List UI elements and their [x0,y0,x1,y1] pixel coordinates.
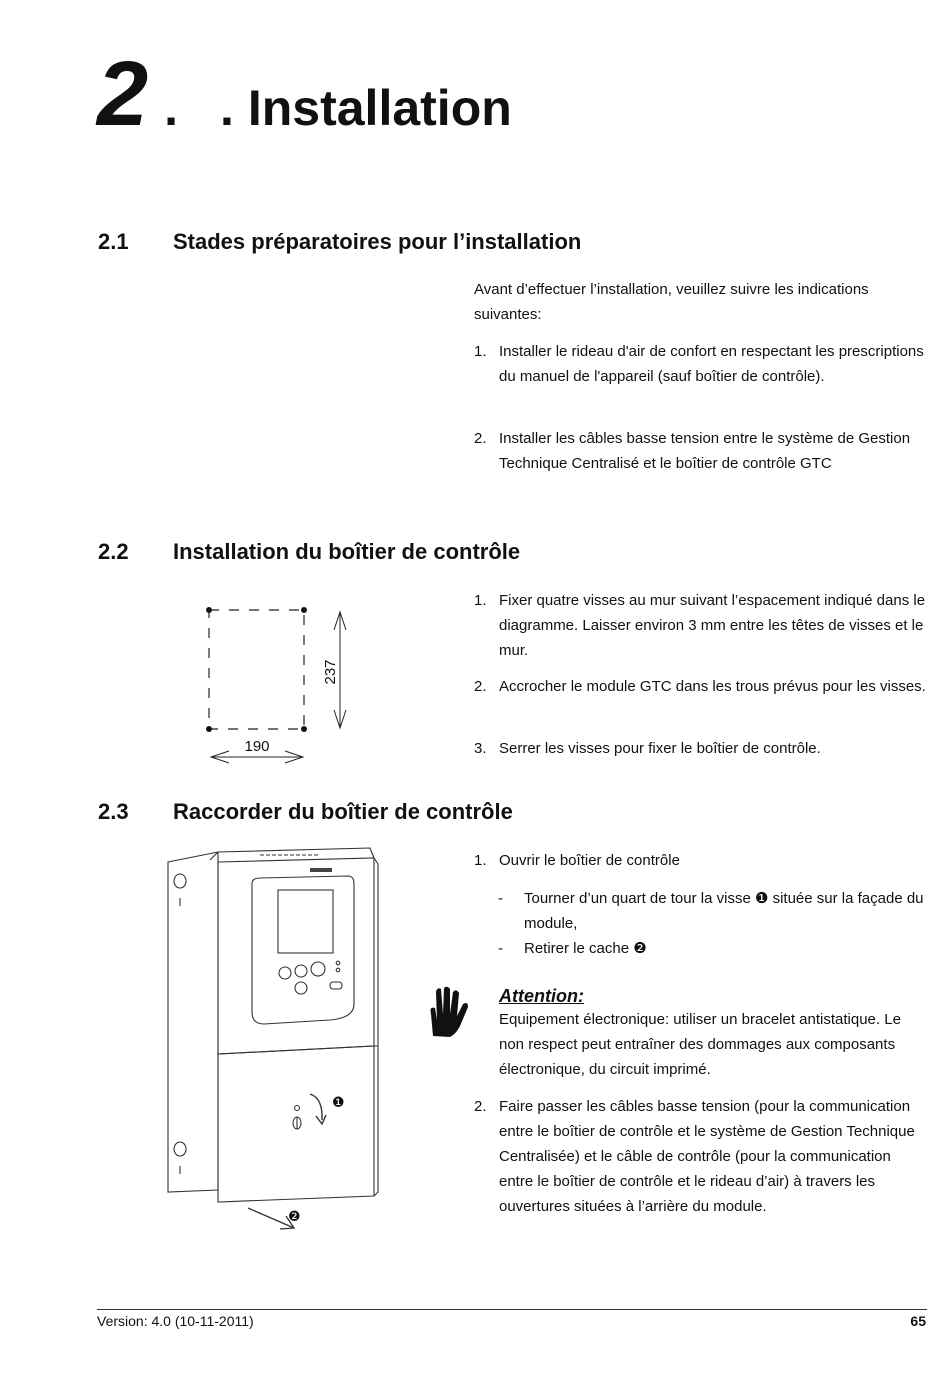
list-item [474,1094,929,1219]
list-text: Fixer quatre visses au mur suivant l’espacement indiqué dans le diagramme. Laisser environ 3 mm entre les têtes de visses et le mur. [499,592,926,659]
list-text: Retirer le cache ❷ [524,940,647,957]
screw-point [206,726,212,732]
list-item [474,339,929,389]
list-number: 1. [474,852,487,869]
list-text: Serrer les visses pour fixer le boîtier de contrôle. [499,740,821,757]
section-number: 2.3 [98,799,129,824]
control-box-illustration [160,840,390,1235]
control-button [295,965,307,977]
section-title: Installation du boîtier de contrôle [173,539,521,564]
section-title: Raccorder du boîtier de contrôle [173,799,513,824]
list-text: Installer les câbles basse tension entre le système de Gestion Technique Centralisé et le boîtier de contrôle GTC [499,430,911,472]
screw-point [301,726,307,732]
list-item [474,588,929,663]
display-frame [252,876,354,1024]
mounting-plate [168,852,218,1192]
list-text: Ouvrir le boîtier de contrôle [499,852,680,869]
sub-list-item [498,936,928,961]
list-text: Installer le rideau d'air de confort en respectant les prescriptions du manuel de l'appareil (sauf boîtier de contrôle). [499,343,924,385]
upper-cover [218,858,374,1054]
hand-warning-icon [424,986,474,1040]
screw-point [206,607,212,613]
list-item [474,848,929,873]
keyhole-icon [174,1142,186,1174]
width-dimension-label: 190 [244,738,270,755]
section-number: 2.2 [98,539,129,564]
chapter-dots: . . [164,80,248,136]
chapter-heading [97,42,512,147]
list-item [474,426,929,476]
keyhole-icon [174,874,186,906]
control-button [295,982,307,994]
section-number: 2.1 [98,229,129,254]
display-screen [278,890,333,953]
footer-divider [97,1309,927,1310]
page-number: 65 [910,1313,926,1329]
dash-marker: - [498,890,503,907]
list-number: 2. [474,1098,487,1115]
list-number: 3. [474,740,487,757]
list-text: Faire passer les câbles basse tension (pour la communication entre le boîtier de contrôle et le système de Gestion Technique Centralisée) et le câble de contrôle (pour la communication entre le boîtier de contrôle et le rideau d’air) à travers les ouvertures situées à l’arrière du module. [499,1098,915,1215]
list-text: Accrocher le module GTC dans les trous prévus pour les visses. [499,678,926,695]
section-2-3-heading [98,799,513,825]
mounting-diagram [195,600,365,770]
control-button [311,962,325,976]
list-item [474,736,929,761]
list-number: 1. [474,592,487,609]
section-title: Stades préparatoires pour l’installation [173,229,582,254]
callout-1: ❶ [332,1094,345,1110]
attention-text: Equipement électronique: utiliser un bracelet antistatique. Le non respect peut entraîner des dommages aux composants électronique, du circuit imprimé. [499,1011,901,1078]
callout-2: ❷ [288,1208,301,1224]
screw-point [301,607,307,613]
footer-version: Version: 4.0 (10-11-2011) [97,1313,254,1329]
screw-icon [295,1106,300,1111]
height-dimension-label: 237 [322,659,339,685]
list-number: 2. [474,430,487,447]
mounting-rectangle [209,610,304,729]
dash-marker: - [498,940,503,957]
chapter-number: 2 [97,43,147,145]
lower-cover [218,1046,374,1202]
sub-list-item [498,886,928,936]
attention-title: Attention: [499,986,584,1006]
section-2-1-heading [98,229,581,255]
chapter-title: Installation [247,80,512,136]
section-2-2-heading [98,539,520,565]
list-item [474,674,929,699]
control-button [279,967,291,979]
list-number: 2. [474,678,487,695]
section-2-1-intro: Avant d’effectuer l’installation, veuillez suivre les indications suivantes: [474,281,869,323]
list-number: 1. [474,343,487,360]
list-text: Tourner d’un quart de tour la visse ❶ située sur la façade du module, [524,890,924,932]
